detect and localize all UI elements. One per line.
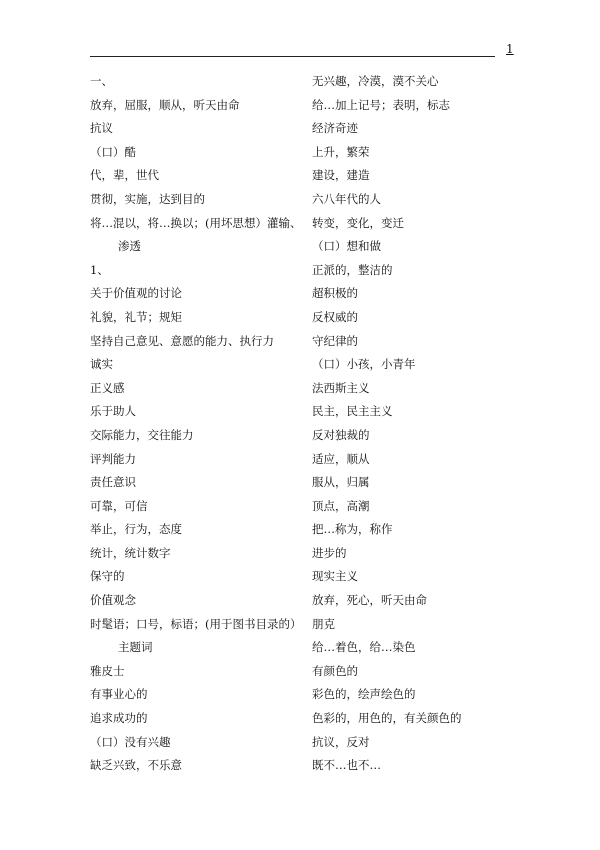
vocab-entry: 正派的，整洁的 (312, 262, 393, 277)
vocab-entry: 建设，建造 (312, 168, 370, 183)
vocab-entry: 追求成功的 (90, 711, 148, 726)
vocab-entry: 礼貌，礼节；规矩 (90, 309, 182, 324)
vocab-entry: 抗议，反对 (312, 734, 370, 749)
vocab-entry: 给…着色，给…染色 (312, 640, 416, 655)
vocab-entry: 彩色的，绘声绘色的 (312, 687, 416, 702)
vocab-entry: 放弃，死心，听天由命 (312, 593, 427, 608)
vocab-entry: 1、 (90, 262, 109, 277)
left-column (90, 70, 305, 778)
vocab-entry: 现实主义 (312, 569, 358, 584)
vocab-entry: 将…混以，将…换以；(用坏思想）灌输、 (90, 215, 302, 230)
vocab-entry: 价值观念 (90, 593, 136, 608)
vocab-entry: 正义感 (90, 380, 125, 395)
vocab-entry: 主题词 (118, 640, 153, 655)
vocab-entry: 交际能力，交往能力 (90, 427, 194, 442)
vocab-entry: 顶点，高潮 (312, 498, 370, 513)
vocab-entry: 一、 (90, 74, 113, 88)
vocab-entry: 守纪律的 (312, 333, 358, 348)
vocab-entry: 评判能力 (90, 451, 136, 466)
right-column (312, 70, 502, 778)
vocab-entry: 统计，统计数字 (90, 545, 171, 560)
vocab-entry: 把…称为，称作 (312, 522, 393, 537)
vocab-entry: 朋克 (312, 616, 335, 631)
vocab-entry: 代，辈，世代 (90, 168, 159, 183)
vocab-entry: 责任意识 (90, 475, 136, 490)
vocab-entry: 放弃，屈服，顺从，听天由命 (90, 97, 240, 112)
vocab-entry: 适应，顺从 (312, 451, 370, 466)
vocab-entry: 诚实 (90, 357, 113, 372)
vocab-entry: 六八年代的人 (312, 191, 381, 206)
vocab-entry: 经济奇迹 (312, 121, 358, 136)
vocab-entry: 缺乏兴致，不乐意 (90, 758, 182, 773)
vocab-entry: 关于价值观的讨论 (90, 286, 182, 301)
page-number: 1 (506, 42, 514, 56)
vocab-entry: 有颜色的 (312, 663, 358, 678)
vocab-entry: 时髦语；口号，标语；(用于图书目录的） (90, 616, 302, 631)
vocab-entry: 上升，繁荣 (312, 144, 370, 159)
vocab-entry: （口）小孩，小青年 (312, 357, 416, 372)
vocab-entry: 雅皮士 (90, 663, 125, 678)
vocab-entry: 贯彻，实施，达到目的 (90, 191, 205, 206)
vocab-entry: 既不…也不… (312, 758, 381, 773)
vocab-entry: 无兴趣，冷漠，漠不关心 (312, 74, 439, 88)
vocab-entry: 反对独裁的 (312, 427, 370, 442)
vocab-entry: 渗透 (118, 239, 141, 254)
vocab-entry: 举止，行为，态度 (90, 522, 182, 537)
vocab-entry: （口）酷 (90, 144, 136, 159)
vocab-entry: （口）想和做 (312, 239, 381, 254)
vocab-entry: 民主，民主主义 (312, 404, 393, 419)
vocab-entry: 色彩的，用色的，有关颜色的 (312, 711, 462, 726)
vocab-entry: 服从，归属 (312, 475, 370, 490)
vocab-entry: 乐于助人 (90, 404, 136, 419)
vocab-entry: 坚持自己意见、意愿的能力、执行力 (90, 333, 274, 348)
header-rule (90, 56, 495, 57)
vocab-entry: 超积极的 (312, 286, 358, 301)
vocab-entry: 法西斯主义 (312, 380, 370, 395)
vocab-entry: 给…加上记号；表明，标志 (312, 97, 450, 112)
vocab-entry: 转变，变化，变迁 (312, 215, 404, 230)
vocab-entry: （口）没有兴趣 (90, 734, 171, 749)
vocab-entry: 进步的 (312, 545, 347, 560)
vocab-entry: 可靠，可信 (90, 498, 148, 513)
vocab-entry: 抗议 (90, 121, 113, 136)
vocab-entry: 有事业心的 (90, 687, 148, 702)
vocab-entry: 反权威的 (312, 309, 358, 324)
vocab-entry: 保守的 (90, 569, 125, 584)
